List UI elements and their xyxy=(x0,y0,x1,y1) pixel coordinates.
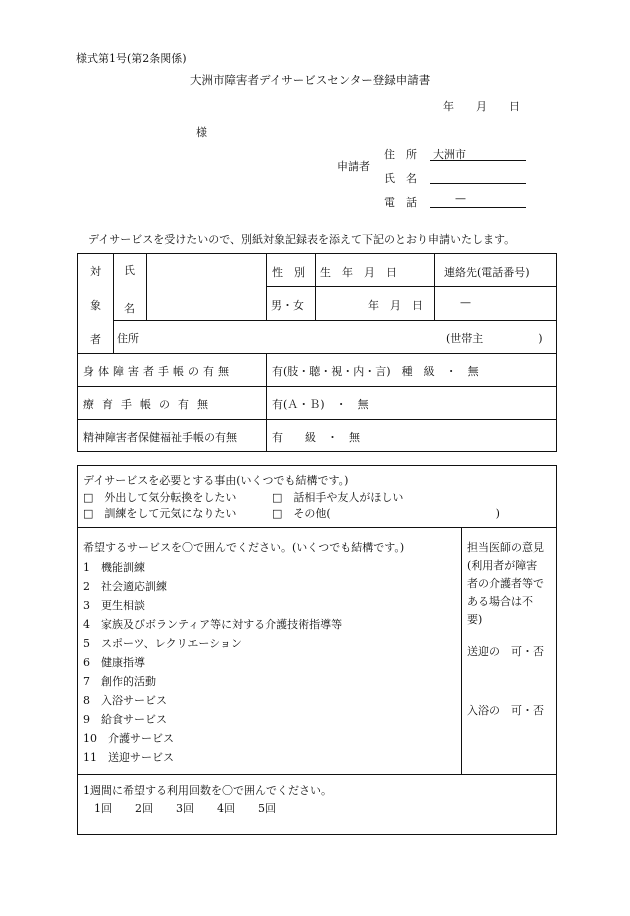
rehab-handbook-value[interactable]: 有(Ａ・Ｂ) ・ 無 xyxy=(272,398,369,411)
service-item[interactable]: 3 更生相談 xyxy=(83,599,145,612)
reason-checkbox-companion[interactable]: □ 話相手や友人がほしい xyxy=(272,491,404,504)
frequency-option-5[interactable]: 5回 xyxy=(258,802,276,815)
physical-handbook-value[interactable]: 有(肢・聴・視・内・言) 種 級 ・ 無 xyxy=(272,365,479,378)
reason-checkbox-refresh[interactable]: □ 外出して気分転換をしたい xyxy=(83,491,237,504)
service-item[interactable]: 5 スポーツ、レクリエーション xyxy=(83,637,242,650)
bath-permission[interactable]: 入浴の 可・否 xyxy=(467,704,544,717)
subject-char-2: 象 xyxy=(90,299,101,312)
gender-label: 性 別 xyxy=(272,266,305,279)
reason-checkbox-training[interactable]: □ 訓練をして元気になりたい xyxy=(83,507,237,520)
rehab-handbook-label: 療育手帳の有無 xyxy=(83,398,216,411)
reasons-title: デイサービスを必要とする事由(いくつでも結構です。) xyxy=(83,474,349,487)
services-title: 希望するサービスを〇で囲んでください。(いくつでも結構です。) xyxy=(83,541,405,554)
doctor-opinion-title: 担当医師の意見 xyxy=(467,541,544,554)
frequency-option-4[interactable]: 4回 xyxy=(217,802,235,815)
intro-text: デイサービスを受けたいので、別紙対象記録表を添えて下記のとおり申請いたします。 xyxy=(88,233,516,246)
doctor-opinion-note: 要) xyxy=(467,613,483,626)
service-item[interactable]: 7 創作的活動 xyxy=(83,675,156,688)
frequency-option-3[interactable]: 3回 xyxy=(176,802,194,815)
phone-label: 電 話 xyxy=(384,196,417,209)
date-field[interactable]: 年 月 日 xyxy=(443,100,520,113)
doctor-opinion-note: 者の介護者等で xyxy=(467,577,544,590)
service-item[interactable]: 10 介護サービス xyxy=(83,732,174,745)
gender-value[interactable]: 男・女 xyxy=(271,299,304,312)
name-char-1: 氏 xyxy=(124,264,135,277)
frequency-option-2[interactable]: 2回 xyxy=(135,802,153,815)
service-item[interactable]: 4 家族及びボランティア等に対する介護技術指導等 xyxy=(83,618,343,631)
doctor-opinion-note: (利用者が障害 xyxy=(467,559,538,572)
physical-handbook-label: 身体障害者手帳の有無 xyxy=(83,365,233,378)
birth-label: 生 年 月 日 xyxy=(320,266,397,279)
service-item[interactable]: 6 健康指導 xyxy=(83,656,145,669)
name-field[interactable] xyxy=(430,183,526,184)
frequency-option-1[interactable]: 1回 xyxy=(94,802,112,815)
address-label: 住 所 xyxy=(384,148,417,161)
address-value[interactable]: 大洲市 xyxy=(433,148,466,161)
phone-field[interactable] xyxy=(430,207,526,208)
mental-handbook-value[interactable]: 有 級 ・ 無 xyxy=(272,431,360,444)
frequency-title: 1週間に希望する利用回数を〇で囲んでください。 xyxy=(83,784,332,797)
contact-value[interactable]: — xyxy=(460,296,471,309)
name-char-2: 名 xyxy=(124,302,135,315)
reason-checkbox-other[interactable]: □ その他( ) xyxy=(272,507,500,520)
service-item[interactable]: 11 送迎サービス xyxy=(83,751,174,764)
applicant-label: 申請者 xyxy=(337,160,370,173)
mental-handbook-label: 精神障害者保健福祉手帳の有無 xyxy=(83,431,237,444)
birth-value[interactable]: 年 月 日 xyxy=(368,299,423,312)
householder-field[interactable]: (世帯主 ) xyxy=(446,332,543,345)
form-number: 様式第1号(第2条関係) xyxy=(76,52,187,65)
page-title: 大洲市障害者デイサービスセンター登録申請書 xyxy=(190,73,431,87)
name-label: 氏 名 xyxy=(384,172,417,185)
subject-char-1: 対 xyxy=(90,265,101,278)
addressee: 様 xyxy=(196,126,207,139)
service-item[interactable]: 1 機能訓練 xyxy=(83,561,145,574)
subject-char-3: 者 xyxy=(90,333,101,346)
contact-label: 連絡先(電話番号) xyxy=(444,266,530,279)
residence-label: 住所 xyxy=(117,332,139,345)
doctor-opinion-note: ある場合は不 xyxy=(467,595,533,608)
service-item[interactable]: 8 入浴サービス xyxy=(83,694,167,707)
phone-dash: — xyxy=(455,192,466,205)
service-item[interactable]: 9 給食サービス xyxy=(83,713,167,726)
transport-permission[interactable]: 送迎の 可・否 xyxy=(467,645,544,658)
service-item[interactable]: 2 社会適応訓練 xyxy=(83,580,167,593)
address-underline xyxy=(430,160,526,161)
